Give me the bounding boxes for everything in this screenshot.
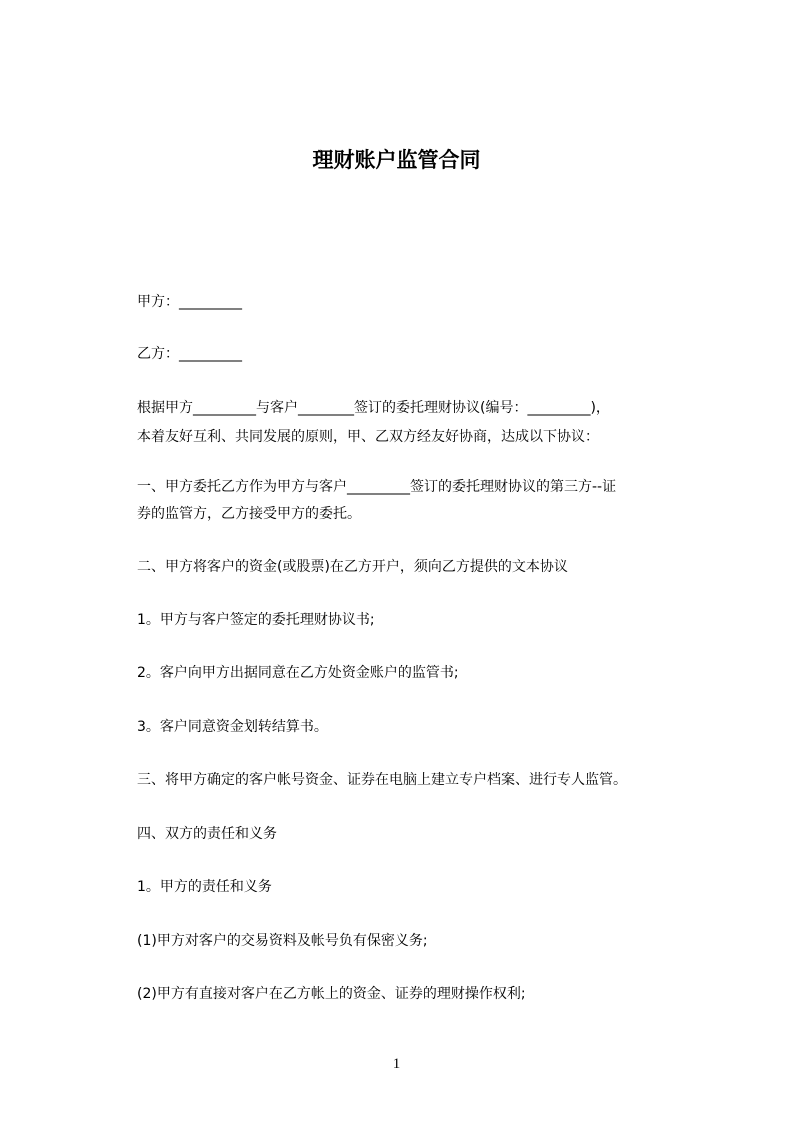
clause-4: 四、双方的责任和义务: [137, 826, 277, 842]
clause-1-line-2: 券的监管方，乙方接受甲方的委托。: [137, 506, 361, 522]
preamble-line-2: 本着友好互利、共同发展的原则，甲、乙双方经友好协商，达成以下协议：: [137, 429, 599, 445]
clause-2: 二、甲方将客户的资金(或股票)在乙方开户，须向乙方提供的文本协议: [137, 559, 568, 575]
clause-3: 三、将甲方确定的客户帐号资金、证券在电脑上建立专户档案、进行专人监管。: [137, 772, 627, 788]
clause-4-item-1: 1。甲方的责任和义务: [137, 879, 272, 895]
clause-4-item-1-2: (2)甲方有直接对客户在乙方帐上的资金、证券的理财操作权利;: [137, 986, 526, 1002]
clause-4-item-1-1: (1)甲方对客户的交易资料及帐号负有保密义务;: [137, 933, 428, 949]
page-number: 1: [392, 1056, 401, 1072]
clause-2-item-3: 3。客户同意资金划转结算书。: [137, 719, 328, 735]
clause-2-item-2: 2。客户向甲方出据同意在乙方处资金账户的监管书;: [137, 665, 459, 681]
party-b-line: 乙方：_________: [137, 346, 242, 362]
clause-1-line-1: 一、甲方委托乙方作为甲方与客户_________签订的委托理财协议的第三方--证: [137, 479, 617, 495]
clause-2-item-1: 1。甲方与客户签定的委托理财协议书;: [137, 612, 375, 628]
party-a-line: 甲方：_________: [137, 294, 242, 310]
preamble-line-1: 根据甲方_________与客户________签订的委托理财协议(编号：_________)，: [137, 400, 610, 416]
document-title: 理财账户监管合同: [312, 148, 481, 172]
